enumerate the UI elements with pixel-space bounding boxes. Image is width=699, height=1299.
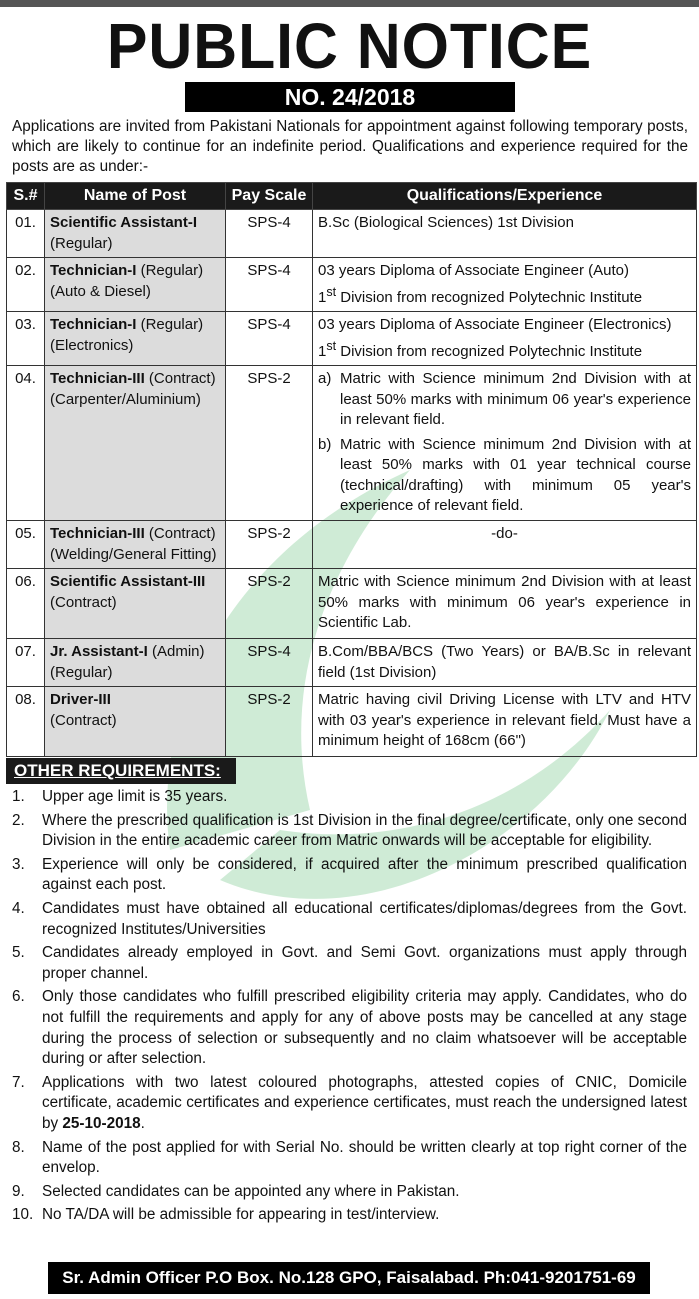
post-cell [45,258,226,312]
table-row [7,210,697,258]
post-cell [45,569,226,639]
pay-scale-cell: SPS-4 [226,312,313,366]
deadline-date: 25-10-2018 [62,1114,141,1132]
list-item [12,1182,687,1203]
serial-cell: 01. [7,210,45,258]
post-detail: (Carpenter/Aluminium) [50,390,201,408]
qualification-line: Division from recognized Polytechnic Institute [336,288,643,306]
item-text: Only those candidates who fulfill prescribed eligibility criteria may apply. Candidates, who do not fulfill the requirements and apply for any of above posts may be cancelled at any stage during the process of selection or subsequently and no claim whatsoever will be acceptable during or after selection. [42,988,687,1068]
item-number: 1. [12,788,25,805]
ordinal-suffix: st [326,338,337,353]
item-number: 4. [12,899,25,917]
post-title: Technician-III [50,370,145,387]
post-detail: (Contract) [50,711,117,729]
post-title: Scientific Assistant-I [50,214,197,231]
top-border [0,0,699,7]
option-text: Matric with Science minimum 2nd Division with at least 50% marks with minimum 06 year's experience in relevant field. [340,370,691,428]
post-cell [45,312,226,366]
post-cell [45,639,226,687]
list-item [12,943,687,984]
list-item [12,811,687,852]
qualification-line: 03 years Diploma of Associate Engineer (Auto) [318,262,629,279]
item-number: 2. [12,811,25,829]
post-title: Driver-III [50,691,111,708]
option-text: Matric with Science minimum 2nd Division with at least 50% marks with 01 year technical course (technical/drafting) with minimum 05 year's experience of relevant field. [340,435,691,514]
qualification-cell [313,521,697,569]
division-number: 1 [318,288,327,306]
table-row [7,312,697,366]
notice-number: NO. 24/2018 [185,82,515,112]
qualification-cell [313,366,697,521]
other-requirements-heading: OTHER REQUIREMENTS: [6,758,236,784]
post-detail: (Regular) [50,663,113,681]
requirements-list [12,787,687,1229]
item-text: Candidates already employed in Govt. and Semi Govt. organizations must apply through proper channel. [42,944,687,982]
pay-scale-cell: SPS-4 [226,258,313,312]
post-type: (Contract) [144,370,216,387]
qualification-cell: Matric with Science minimum 2nd Division with at least 50% marks with minimum 06 year's experience in Scientific Lab. [313,569,697,639]
table-row [7,687,697,757]
post-detail: (Regular) [50,234,113,252]
table-row [7,521,697,569]
item-text: Applications with two latest coloured photographs, attested copies of CNIC, Domicile certificate, academic certificates and experience certificates, must reach the undersigned latest by [42,1073,687,1132]
serial-cell: 03. [7,312,45,366]
post-title: Technician-I [50,262,137,279]
serial-cell: 04. [7,366,45,521]
post-type: (Regular) [136,262,204,279]
table-header-row [7,183,697,210]
item-number: 9. [12,1182,25,1200]
pay-scale-cell: SPS-2 [226,569,313,639]
table-row [7,366,697,521]
pay-scale-cell: SPS-2 [226,687,313,757]
item-number: 7. [12,1073,25,1091]
item-text: Name of the post applied for with Serial No. should be written clearly at top right corner of the envelop. [42,1138,687,1177]
table-row [7,258,697,312]
item-text: Selected candidates can be appointed any where in Pakistan. [42,1182,460,1200]
table-row [7,639,697,687]
item-number: 3. [12,855,25,873]
item-text: Candidates must have obtained all educational certificates/diplomas/degrees from the Govt. recognized Institutes/Universities [42,899,687,938]
item-text: Experience will only be considered, if acquired after the minimum prescribed qualification against each post. [42,855,687,894]
header-qualifications: Qualifications/Experience [313,183,697,210]
pay-scale-cell: SPS-2 [226,521,313,569]
post-detail: (Contract) [50,593,117,611]
pay-scale-cell: SPS-4 [226,639,313,687]
item-number: 10. [12,1206,34,1224]
serial-cell: 02. [7,258,45,312]
post-type: (Regular) [136,316,204,333]
page-title: PUBLIC NOTICE [106,10,593,82]
item-text: No TA/DA will be admissible for appearing in test/interview. [42,1206,440,1224]
posts-table [6,182,697,757]
post-cell [45,210,226,258]
serial-cell: 07. [7,639,45,687]
post-title: Technician-I [50,316,137,333]
serial-cell: 08. [7,687,45,757]
qualification-cell: Matric having civil Driving License with LTV and HTV with 03 year's experience in relevant field. Must have a minimum height of 168cm (66") [313,687,697,757]
item-number: 8. [12,1138,25,1156]
post-type: (Admin) [147,643,205,660]
qualification-cell [313,312,697,366]
post-title: Scientific Assistant-III [50,573,206,590]
list-item [12,987,687,1069]
list-item [12,899,687,940]
ordinal-suffix: st [326,284,337,299]
contact-footer: Sr. Admin Officer P.O Box. No.128 GPO, Faisalabad. Ph:041-9201751-69 [48,1262,650,1294]
pay-scale-cell: SPS-2 [226,366,313,521]
list-item [12,787,687,808]
option-label: a) [318,370,332,387]
pay-scale-cell: SPS-4 [226,210,313,258]
header-pay-scale: Pay Scale [226,183,313,210]
qualification-line: Division from recognized Polytechnic Institute [336,342,643,360]
header-post-name: Name of Post [45,183,226,210]
option-label: b) [318,435,332,453]
item-text: Upper age limit is 35 years. [42,788,228,805]
list-item [12,855,687,896]
qualification-option-b [318,435,691,517]
post-type: (Contract) [144,525,216,542]
post-detail: (Auto & Diesel) [50,282,151,300]
qualification-option-a [318,369,691,431]
qualification-cell: B.Com/BBA/BCS (Two Years) or BA/B.Sc in relevant field (1st Division) [313,639,697,687]
division-number: 1 [318,342,327,360]
item-text: Where the prescribed qualification is 1st Division in the final degree/certificate, only one second Division in the entire academic career from Matric onwards will be acceptable for eligibility. [42,811,687,850]
serial-cell: 06. [7,569,45,639]
list-item [12,1073,687,1135]
intro-paragraph: Applications are invited from Pakistani Nationals for appointment against following temporary posts, which are likely to continue for an indefinite period. Qualifications and experience required for the posts are as under:- [12,118,688,175]
post-cell [45,366,226,521]
item-number: 6. [12,988,25,1006]
item-number: 5. [12,944,25,962]
post-cell [45,687,226,757]
post-detail: (Welding/General Fitting) [50,545,217,563]
item-text-tail: . [140,1114,145,1132]
post-title: Technician-III [50,525,145,542]
post-detail: (Electronics) [50,336,134,354]
qualification-cell: B.Sc (Biological Sciences) 1st Division [313,210,697,258]
serial-cell: 05. [7,521,45,569]
post-cell [45,521,226,569]
list-item [12,1138,687,1179]
qualification-cell [313,258,697,312]
ditto-text: -do- [491,525,518,542]
header-serial: S.# [7,183,45,210]
list-item [12,1205,687,1226]
qualification-line: 03 years Diploma of Associate Engineer (Electronics) [318,316,672,333]
item-text-wrapper [42,1073,687,1135]
post-title: Jr. Assistant-I [50,643,148,660]
table-row [7,569,697,639]
